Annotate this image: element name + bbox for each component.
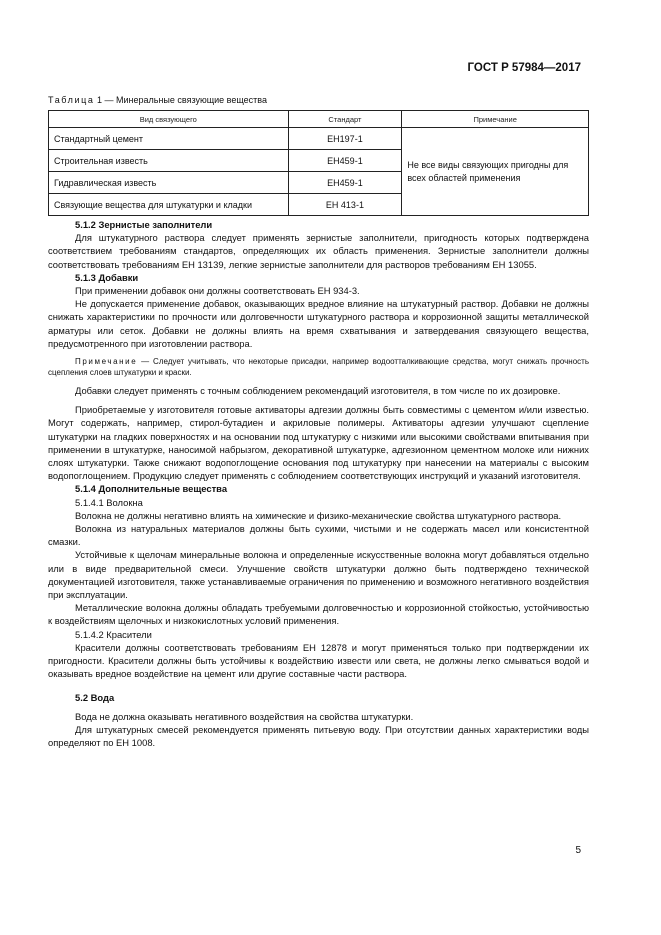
paragraph: Устойчивые к щелочам минеральные волокна и определенные искусственные волокна могут добавляться отдельно или в виде предварительной смеси. Улучшение свойств штукатурки должно быть подтверждено технической документацией изготовителя, также устанавливаемые ограничения по применению и возможного негативного воздействия при эксплуатации.: [48, 549, 589, 601]
section-heading-5-1-3: 5.1.3 Добавки: [75, 271, 139, 283]
page-number: 5: [575, 845, 581, 856]
table-caption-text: 1 — Минеральные связующие вещества: [94, 95, 267, 105]
table-caption-label: Таблица: [48, 95, 95, 105]
paragraph: Не допускается применение добавок, оказывающих вредное влияние на штукатурный раствор. Добавки не должны снижать характеристики по прочности или долговечности штукатурного раствора и коррозионной защиты металлической арматуры или сеток. Добавки не должны влиять на время схватывания и затвердевания связующего вещества, предусмотренного при изготовлении раствора.: [48, 298, 589, 349]
document-body: [48, 218, 589, 749]
section-heading-5-1-4: 5.1.4 Дополнительные вещества: [75, 483, 228, 495]
paragraph: Волокна не должны негативно влиять на химические и физико-механические свойства штукатурного раствора.: [75, 509, 562, 521]
note-label: Примечание: [75, 357, 138, 367]
table-header-row: [49, 111, 589, 128]
standard-cell: ЕН197-1: [288, 128, 402, 150]
paragraph: Добавки следует применять с точным соблюдением рекомендаций изготовителя, в том числе по их дозировке.: [75, 385, 561, 397]
note-text: — Следует учитывать, что некоторые присадки, например водоотталкивающие средства, могут снижать прочность сцепления слоев штукатурки и краски.: [48, 357, 589, 378]
column-header-standard: Стандарт: [288, 111, 402, 128]
note-cell: Не все виды связующих пригодны для всех областей применения: [402, 128, 589, 216]
paragraph: Приобретаемые у изготовителя готовые активаторы адгезии должны быть совместимы с цементом и/или известью. Могут содержать, например, стирол-бутадиен и акриловые полимеры. Активаторы адгезии улучшают сцепление штукатурки на гладких поверхностях и на основании под штукатурку с низкими или высокими свойствами впитывания при применении в штукатурке, наносимой набрызгом, декоративной штукатурке, адгезионном цементном молоке или нижних слоях штукатурки. Также снижают водопоглощение основания под штукатурку при нанесении на материалы с высоким водопоглощением. Продукцию следует применять с соблюдением соответствующих инструкций и указаний изготовителя.: [48, 404, 589, 482]
standard-cell: ЕН459-1: [288, 172, 402, 194]
paragraph: Для штукатурного раствора следует применять зернистые заполнители, пригодность которых подтверждена соответствием требованиям стандартов, определяющих их область применения. Зернистые заполнители должны соответствовать требованиям ЕН 13139, легкие зернистые заполнители для растворов требованиям ЕН 13055.: [48, 232, 589, 270]
column-header-note: Примечание: [402, 111, 589, 128]
paragraph: Вода не должна оказывать негативного воздействия на свойства штукатурки.: [75, 710, 414, 722]
standard-cell: ЕН459-1: [288, 150, 402, 172]
binder-cell: Связующие вещества для штукатурки и кладки: [49, 194, 289, 216]
table-row: [49, 128, 589, 150]
section-heading-5-2: 5.2 Вода: [75, 691, 115, 703]
paragraph: Для штукатурных смесей рекомендуется применять питьевую воду. При отсутствии данных характеристики воды определяют по ЕН 1008.: [48, 723, 589, 749]
binder-cell: Строительная известь: [49, 150, 289, 172]
standard-cell: ЕН 413-1: [288, 194, 402, 216]
table-caption: [48, 95, 267, 105]
paragraph: Металлические волокна должны обладать требуемыми долговечностью и коррозионной стойкостью, устойчивостью к воздействиям щелочных и низкокислотных условий применения.: [48, 602, 589, 627]
binders-table: [48, 110, 589, 216]
binder-cell: Стандартный цемент: [49, 128, 289, 150]
paragraph: Красители должны соответствовать требованиям ЕН 12878 и могут применяться только при подтверждении их пригодности. Красители должны быть устойчивы к воздействию извести или света, не должны легко смываться водой и оказывать вредное воздействие на цемент или другие составные части раствора.: [48, 641, 589, 680]
subsection-heading-5-1-4-2: 5.1.4.2 Красители: [75, 628, 152, 640]
binder-cell: Гидравлическая известь: [49, 172, 289, 194]
column-header-binder: Вид связующего: [49, 111, 289, 128]
note-paragraph: [48, 356, 589, 378]
section-heading-5-1-2: 5.1.2 Зернистые заполнители: [75, 219, 213, 230]
document-code: ГОСТ Р 57984—2017: [467, 62, 581, 74]
paragraph: При применении добавок они должны соответствовать ЕН 934-3.: [75, 285, 360, 297]
subsection-heading-5-1-4-1: 5.1.4.1 Волокна: [75, 496, 143, 508]
paragraph: Волокна из натуральных материалов должны быть сухими, чистыми и не содержать масел или консистентной смазки.: [48, 523, 589, 548]
